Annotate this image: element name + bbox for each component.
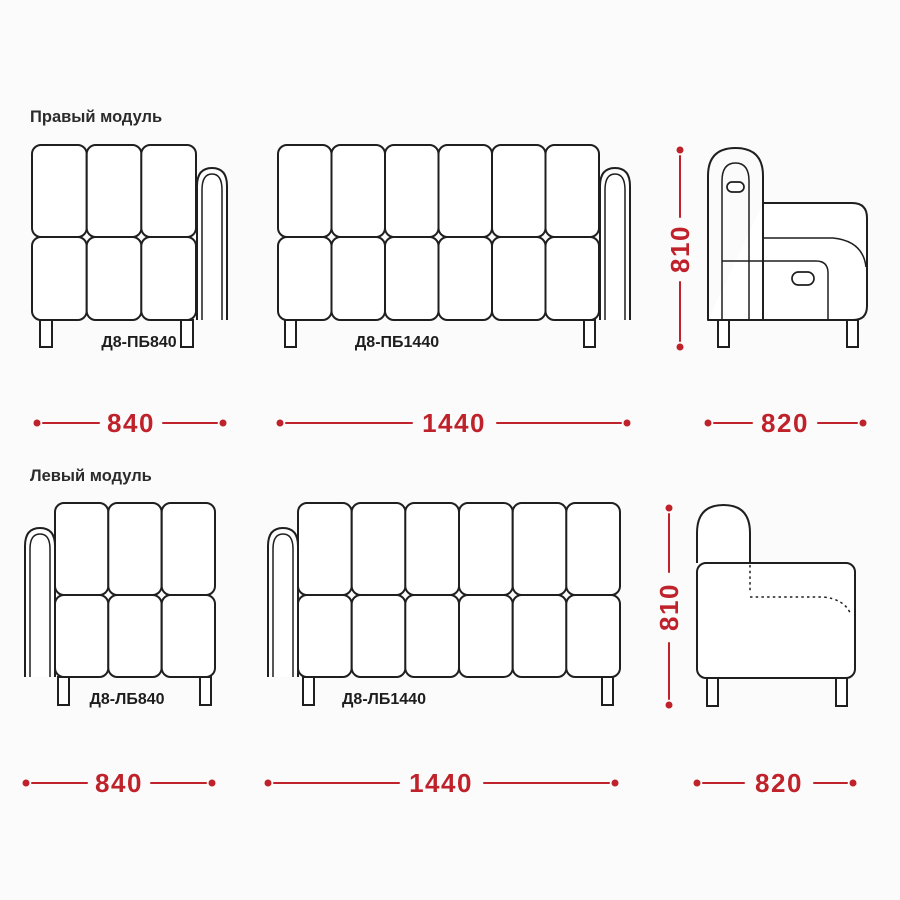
module-title-left: Левый модуль xyxy=(30,467,152,485)
leg xyxy=(836,678,847,706)
cushion xyxy=(55,595,108,677)
cushion xyxy=(278,237,332,320)
sofa-front-left-1440 xyxy=(268,503,620,708)
cushion xyxy=(55,503,108,595)
dimension-endpoint-dot xyxy=(860,420,867,427)
dimension-value: 810 xyxy=(654,583,684,631)
sofa-front-right-840 xyxy=(32,145,227,351)
model-label: Д8-ЛБ1440 xyxy=(342,691,426,708)
side-view-right xyxy=(708,148,867,347)
cushion xyxy=(332,237,386,320)
dimension-value: 840 xyxy=(107,408,155,438)
leg xyxy=(181,320,193,347)
cushion xyxy=(352,595,406,677)
dimension-endpoint-dot xyxy=(677,147,684,154)
dimension-width-1440-left xyxy=(265,768,619,798)
dimension-value: 820 xyxy=(755,768,803,798)
cushion xyxy=(278,145,332,237)
dimension-endpoint-dot xyxy=(34,420,41,427)
dimension-value: 1440 xyxy=(409,768,473,798)
sofa-front-right-1440 xyxy=(278,145,630,351)
cushion xyxy=(108,503,161,595)
cushion xyxy=(405,595,459,677)
cushion xyxy=(513,595,567,677)
cushion xyxy=(439,237,493,320)
dimension-endpoint-dot xyxy=(850,780,857,787)
model-label: Д8-ЛБ840 xyxy=(89,691,165,708)
cushion xyxy=(141,145,196,237)
dimension-endpoint-dot xyxy=(277,420,284,427)
leg xyxy=(718,320,729,347)
leg xyxy=(847,320,858,347)
cushion xyxy=(459,503,513,595)
dimension-depth-right xyxy=(705,408,867,438)
dimension-endpoint-dot xyxy=(612,780,619,787)
leg xyxy=(707,678,718,706)
dimension-depth-left xyxy=(694,768,857,798)
cushion xyxy=(546,145,600,237)
cushion xyxy=(32,145,87,237)
cushion xyxy=(332,145,386,237)
cushion xyxy=(162,595,215,677)
leg xyxy=(200,677,211,705)
dimension-width-840-right xyxy=(34,408,227,438)
dimension-height-right xyxy=(665,147,695,351)
leg xyxy=(584,320,595,347)
cushion xyxy=(87,145,142,237)
side-body-outline xyxy=(697,563,855,678)
dimension-value: 1440 xyxy=(422,408,486,438)
dimension-endpoint-dot xyxy=(666,505,673,512)
cushion xyxy=(405,503,459,595)
dimension-width-1440-right xyxy=(277,408,631,438)
dimension-endpoint-dot xyxy=(265,780,272,787)
cushion xyxy=(546,237,600,320)
cushion xyxy=(298,503,352,595)
module-title-right: Правый модуль xyxy=(30,108,163,126)
dimension-width-840-left xyxy=(23,768,216,798)
cushion xyxy=(87,237,142,320)
leg xyxy=(602,677,613,705)
dimension-height-left xyxy=(654,505,684,709)
cushion xyxy=(108,595,161,677)
cushion xyxy=(492,237,546,320)
cushion xyxy=(385,145,439,237)
cushion xyxy=(162,503,215,595)
cushion xyxy=(459,595,513,677)
dimension-endpoint-dot xyxy=(666,702,673,709)
leg xyxy=(58,677,69,705)
side-backrest-arch xyxy=(697,505,750,563)
leg xyxy=(40,320,52,347)
dimension-endpoint-dot xyxy=(694,780,701,787)
cushion xyxy=(298,595,352,677)
cushion xyxy=(566,595,620,677)
dimension-endpoint-dot xyxy=(220,420,227,427)
model-label: Д8-ПБ1440 xyxy=(354,334,440,351)
dimension-value: 840 xyxy=(95,768,143,798)
dimension-endpoint-dot xyxy=(624,420,631,427)
dimension-endpoint-dot xyxy=(705,420,712,427)
dimension-endpoint-dot xyxy=(209,780,216,787)
cushion xyxy=(32,237,87,320)
dimension-endpoint-dot xyxy=(677,344,684,351)
side-view-left xyxy=(697,505,855,706)
cushion xyxy=(492,145,546,237)
cushion xyxy=(352,503,406,595)
cushion xyxy=(439,145,493,237)
leg xyxy=(303,677,314,705)
armrest-slot xyxy=(727,182,744,192)
cushion xyxy=(141,237,196,320)
model-label: Д8-ПБ840 xyxy=(101,334,177,351)
sofa-front-left-840 xyxy=(25,503,215,708)
dimension-value: 820 xyxy=(761,408,809,438)
seat-slot xyxy=(792,272,814,285)
cushion xyxy=(385,237,439,320)
cushion xyxy=(566,503,620,595)
leg xyxy=(285,320,296,347)
dimension-endpoint-dot xyxy=(23,780,30,787)
dimension-value: 810 xyxy=(665,225,695,273)
cushion xyxy=(513,503,567,595)
